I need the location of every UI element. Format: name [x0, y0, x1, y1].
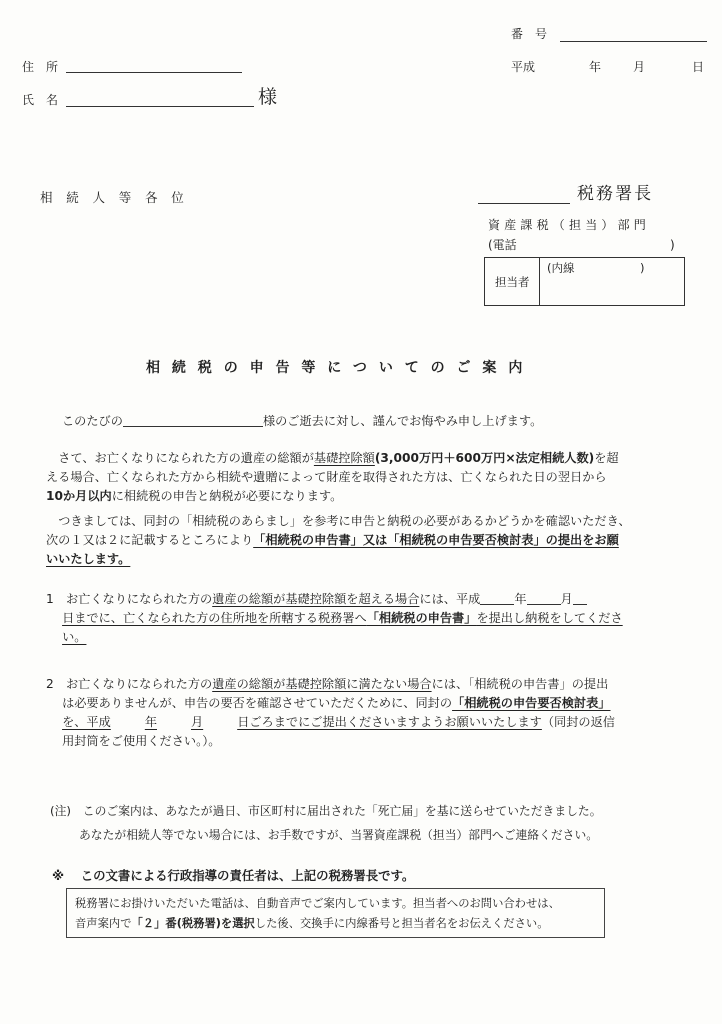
para1-text: を超 [594, 451, 619, 465]
select-option-2: 「２」番(税務署)を選択 [131, 917, 255, 930]
condolence-post: 様のご逝去に対し、謹んでお悔やみ申し上げます。 [262, 414, 543, 428]
item-2-year-label: 年 [144, 715, 157, 729]
tax-return-form: 「相続税の申告書」 [366, 611, 477, 625]
telephone-close: ) [670, 238, 675, 252]
deadline-month-label: 月 [560, 592, 573, 606]
tax-office-chief: 税務署長 [577, 184, 654, 204]
para1-text: さて、お亡くなりになられた方の遺産の総額が [58, 451, 314, 465]
tax-office-name-field [478, 203, 570, 204]
phone-notice-line1: 税務署にお掛けいただいた電話は、自動音声でご案内しています。担当者へのお問い合わせは、 [75, 897, 560, 910]
item-2-line3-end: （同封の返信 [541, 715, 615, 729]
deadline-day-field [573, 592, 587, 605]
item-2-era: を、平成 [62, 715, 111, 729]
extension-close: ) [640, 261, 645, 275]
item-2-text: には、「相続税の申告書」の提出 [431, 677, 609, 691]
para1-line2: える場合、亡くなられた方から相続や遺贈によって財産を取得された方は、亡くなられた日の翌日から [46, 470, 607, 484]
item-2-line2: は必要ありませんが、申告の要否を確認させていただくために、同封の [62, 696, 453, 710]
department: 資産課税（担当）部門 [488, 218, 651, 232]
item-1-line2-end: を提出し納税をしてくださ [476, 611, 623, 625]
paragraph-request [46, 512, 631, 569]
note-line1: (注) このご案内は、あなたが過日、市区町村に届出された「死亡届」を基に送らせていただきました。 [50, 804, 602, 818]
extension-open: (内線 [547, 261, 575, 275]
address-label: 住 所 [22, 60, 59, 74]
number-label: 番 号 [511, 27, 548, 41]
addressee: 相続人等各位 [40, 190, 198, 205]
submission-request: 「相続税の申告書」又は「相続税の申告要否検討表」の提出をお願 [253, 533, 619, 547]
address-field [66, 72, 242, 73]
name-label: 氏 名 [22, 93, 59, 107]
para2-line2: 次の１又は２に記載するところにより [46, 533, 254, 547]
basic-deduction-term: 基礎控除額 [313, 451, 375, 465]
phone-notice-line2-end: した後、交換手に内線番号と担当者名をお伝えください。 [254, 917, 549, 930]
phone-notice-line2: 音声案内で [75, 917, 132, 930]
deadline-month-field [527, 592, 561, 605]
item-2-number: 2 [46, 677, 54, 691]
telephone-open: (電話 [488, 238, 517, 252]
date-month-label: 月 [633, 60, 646, 74]
below-deduction-term: 遺産の総額が基礎控除額に満たない場合 [212, 677, 432, 691]
item-1-line3: い。 [62, 630, 87, 644]
item-1-text: お亡くなりになられた方の [65, 592, 213, 606]
item-2-month-label: 月 [191, 715, 204, 729]
date-era: 平成 [511, 60, 536, 74]
item-2-text: お亡くなりになられた方の [65, 677, 213, 691]
note [50, 799, 602, 847]
deceased-name-field [123, 414, 263, 427]
date-day-label: 日 [692, 60, 705, 74]
item-2-line4: 用封筒をご使用ください。）。 [62, 734, 221, 748]
para1-line3: に相続税の申告と納税が必要になります。 [111, 489, 343, 503]
tanto-label: 担当者 [495, 275, 530, 289]
checklist-form: 「相続税の申告要否検討表」 [452, 696, 611, 710]
number-field [560, 41, 707, 42]
item-1-text: には、平成 [419, 592, 481, 606]
item-1-number: 1 [46, 592, 54, 606]
condolence-pre: このたびの [62, 414, 123, 428]
date-year-label: 年 [589, 60, 602, 74]
name-field [66, 106, 254, 107]
submission-request-end: いいたします。 [46, 552, 131, 566]
item-1 [46, 590, 623, 647]
document-title: 相続税の申告等についてのご案内 [146, 360, 535, 376]
tanto-divider [539, 258, 540, 305]
responsibility-text: この文書による行政指導の責任者は、上記の税務署長です。 [80, 868, 415, 883]
item-1-line2: 日までに、亡くなられた方の住所地を所轄する税務署へ [62, 611, 367, 625]
deadline-year-label: 年 [514, 592, 527, 606]
basic-deduction-formula: (3,000万円＋600万円×法定相続人数) [374, 451, 595, 465]
item-2-line3: 日ごろまでにご提出くださいますようお願いいたします [237, 715, 542, 729]
sama-honorific: 様 [258, 86, 278, 108]
deadline-10-months: 10か月以内 [46, 489, 112, 503]
phone-notice-box [66, 888, 605, 938]
paragraph-basic-deduction [46, 449, 619, 506]
para2-line1: つきましては、同封の「相続税のあらまし」を参考に申告と納税の必要があるかどうかを確認いただき、 [58, 514, 631, 528]
exceeds-deduction-term: 遺産の総額が基礎控除額を超える場合 [212, 592, 420, 606]
tanto-box [484, 257, 685, 306]
note-mark: ※ [52, 868, 65, 883]
responsibility-statement [52, 866, 414, 885]
deadline-year-field [480, 592, 514, 605]
note-line2: あなたが相続人等でない場合には、お手数ですが、当署資産課税（担当）部門へご連絡ください。 [79, 828, 599, 842]
item-2 [46, 675, 615, 751]
condolence-line [62, 412, 542, 431]
